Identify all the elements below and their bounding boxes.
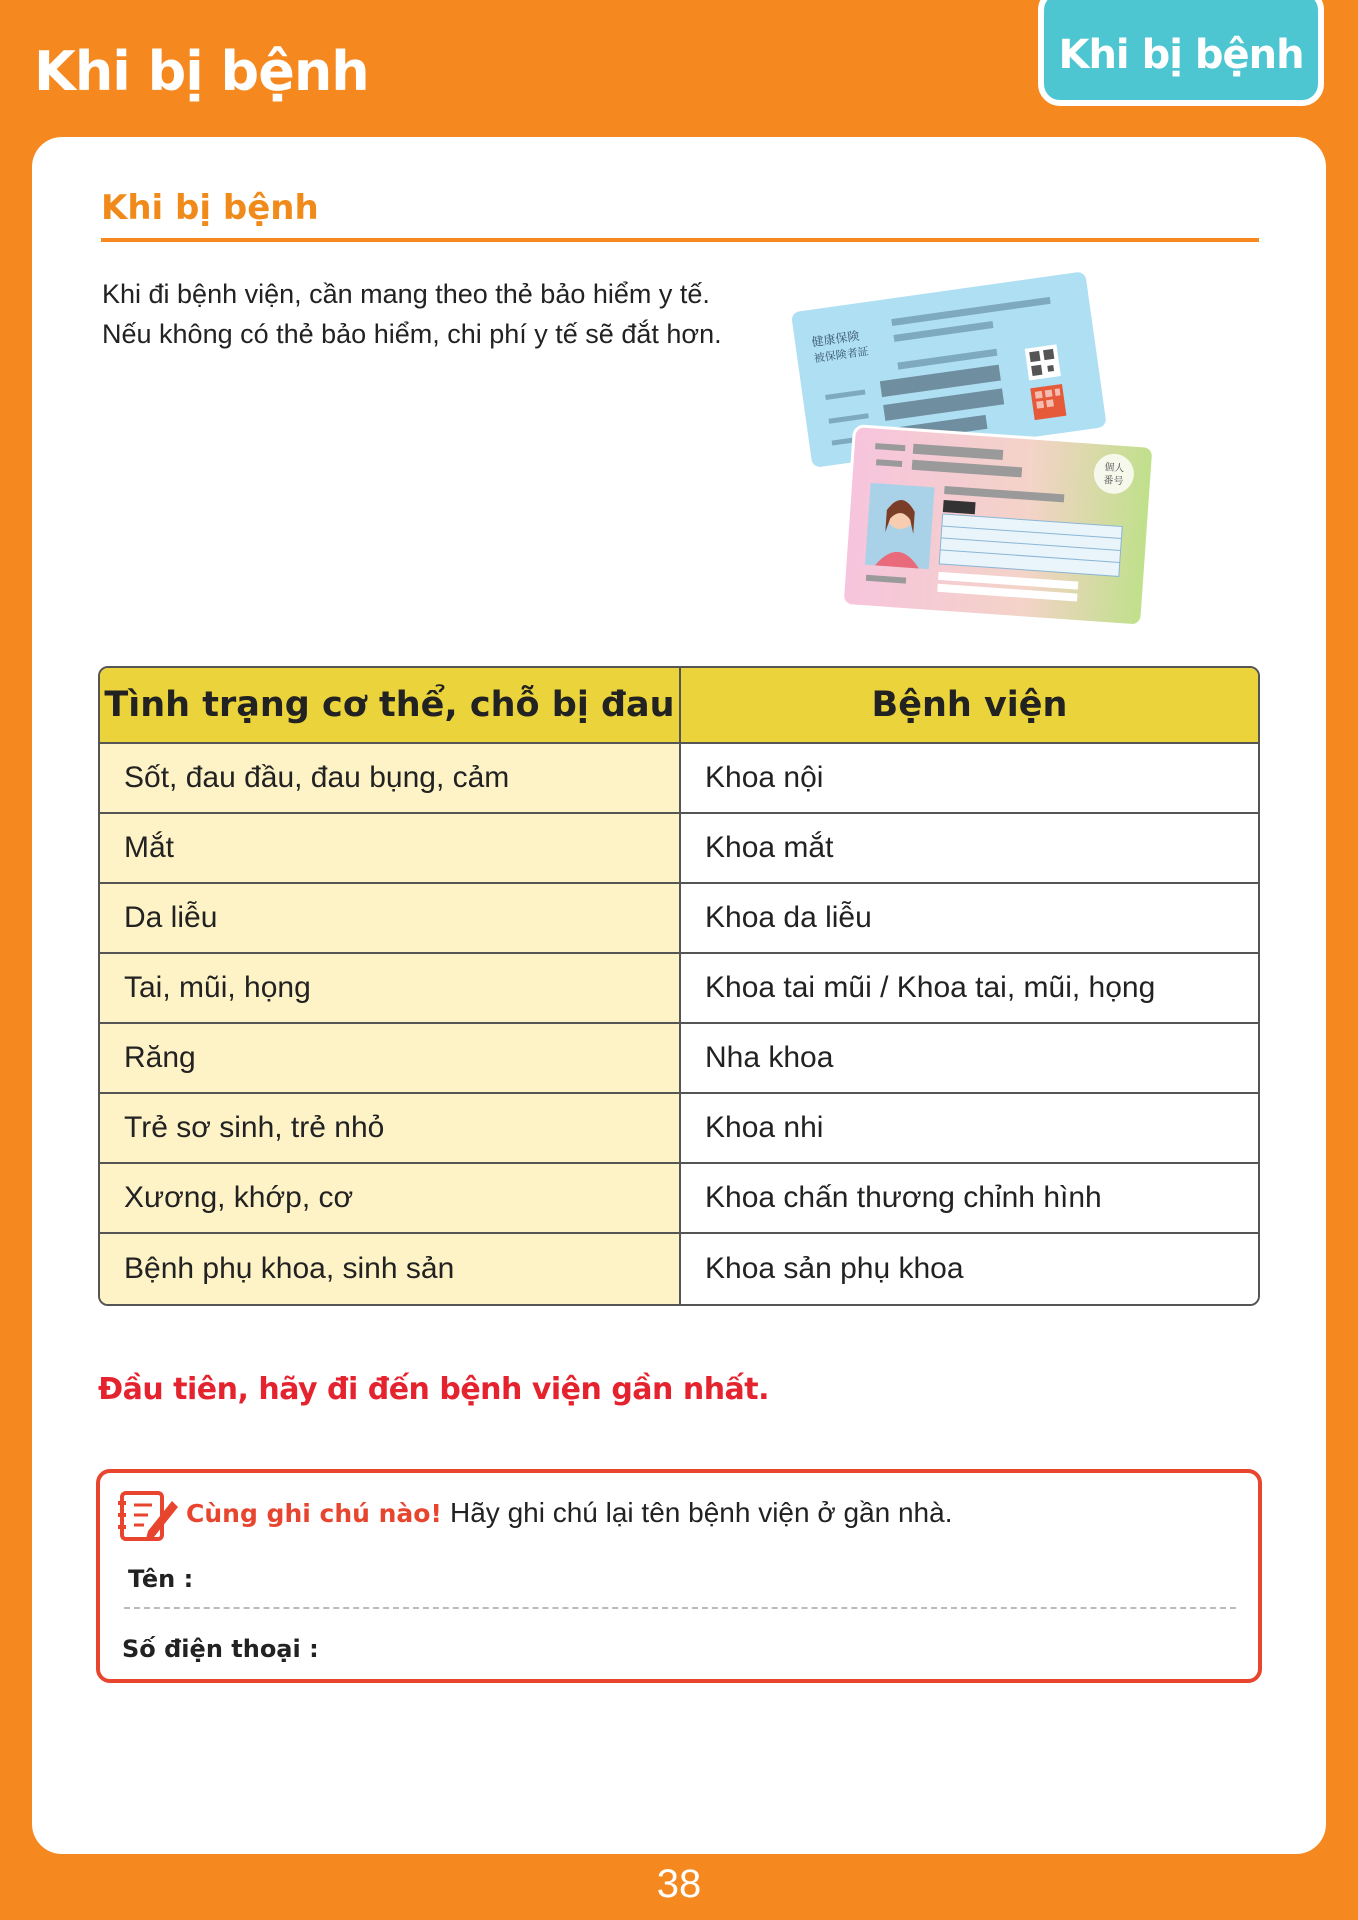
- condition-cell: Trẻ sơ sinh, trẻ nhỏ: [100, 1094, 681, 1164]
- department-cell: Khoa chấn thương chỉnh hình: [681, 1164, 1258, 1234]
- insurance-card-text: 健康保険: [810, 328, 861, 350]
- section-tab-label: Khi bị bệnh: [1058, 32, 1304, 78]
- table-row: [100, 744, 1258, 814]
- condition-cell: Bệnh phụ khoa, sinh sản: [100, 1234, 681, 1304]
- symptom-department-table: [98, 666, 1260, 1306]
- intro-line: Khi đi bệnh viện, cần mang theo thẻ bảo hiểm y tế.: [102, 279, 710, 309]
- table-row: [100, 1164, 1258, 1234]
- department-cell: Khoa sản phụ khoa: [681, 1234, 1258, 1304]
- memo-name-field[interactable]: Tên :: [128, 1565, 194, 1593]
- department-cell: Khoa tai mũi / Khoa tai, mũi, họng: [681, 954, 1258, 1024]
- advice-text: Đầu tiên, hãy đi đến bệnh viện gần nhất.: [98, 1372, 770, 1407]
- section-divider: [101, 238, 1259, 242]
- page-number: 38: [656, 1862, 702, 1906]
- condition-cell: Sốt, đau đầu, đau bụng, cảm: [100, 744, 681, 814]
- department-cell: Nha khoa: [681, 1024, 1258, 1094]
- table-row: [100, 884, 1258, 954]
- memo-divider: [124, 1607, 1236, 1609]
- table-row: [100, 1234, 1258, 1304]
- mynumber-card-text: 個人: [1103, 462, 1125, 475]
- department-cell: Khoa da liễu: [681, 884, 1258, 954]
- condition-cell: Tai, mũi, họng: [100, 954, 681, 1024]
- memo-phone-field[interactable]: Số điện thoại :: [122, 1635, 319, 1663]
- table-row: [100, 1024, 1258, 1094]
- mynumber-card-text: 番号: [1103, 475, 1124, 488]
- table-header-hospital: Bệnh viện: [681, 668, 1258, 744]
- page-header-title: Khi bị bệnh: [34, 40, 369, 103]
- condition-cell: Xương, khớp, cơ: [100, 1164, 681, 1234]
- intro-text: [102, 274, 782, 354]
- condition-cell: Răng: [100, 1024, 681, 1094]
- memo-heading: Cùng ghi chú nào!: [186, 1499, 442, 1528]
- memo-box: [96, 1469, 1262, 1683]
- memo-pencil-icon: [114, 1487, 180, 1545]
- table-row: [100, 954, 1258, 1024]
- table-row: [100, 814, 1258, 884]
- insurance-card-text: 被保険者証: [813, 344, 870, 366]
- table-row: [100, 1094, 1258, 1164]
- insurance-cards-illustration: [790, 256, 1160, 646]
- intro-line: Nếu không có thẻ bảo hiểm, chi phí y tế sẽ đắt hơn.: [102, 319, 722, 349]
- section-title: Khi bị bệnh: [101, 188, 319, 228]
- department-cell: Khoa mắt: [681, 814, 1258, 884]
- table-header-condition: Tình trạng cơ thể, chỗ bị đau: [100, 668, 681, 744]
- department-cell: Khoa nhi: [681, 1094, 1258, 1164]
- memo-instruction: Hãy ghi chú lại tên bệnh viện ở gần nhà.: [450, 1497, 953, 1528]
- condition-cell: Mắt: [100, 814, 681, 884]
- condition-cell: Da liễu: [100, 884, 681, 954]
- department-cell: Khoa nội: [681, 744, 1258, 814]
- section-tab: [1038, 0, 1324, 106]
- my-number-card: [842, 426, 1154, 626]
